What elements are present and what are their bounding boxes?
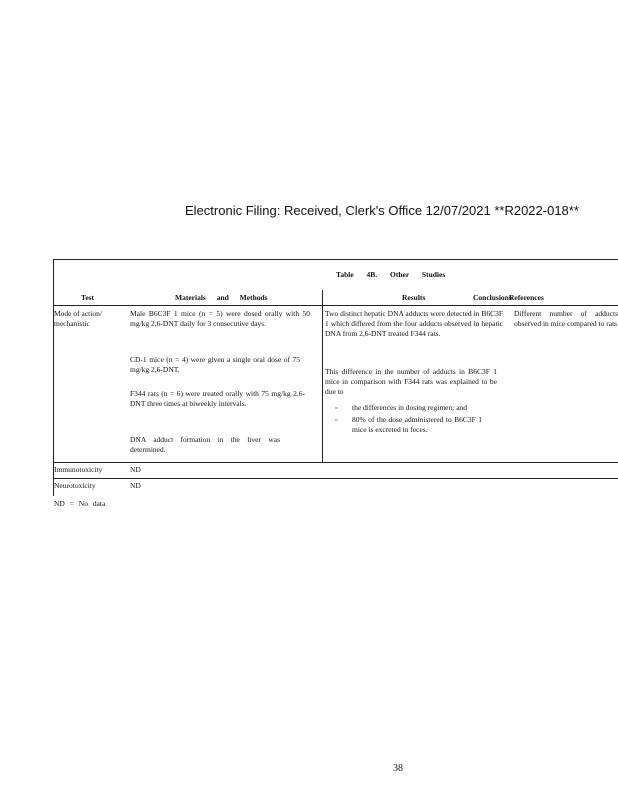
rule-header: [53, 305, 618, 306]
row-test-immuno: Immunotoxicity: [54, 465, 103, 474]
row-test-moa: Mode of action/ mechanistic: [54, 309, 102, 328]
rule-col-divider: [322, 290, 323, 462]
table-footnote: ND = No data: [54, 499, 106, 508]
bullet-icon: ▫: [335, 404, 338, 412]
rule-neuro: [53, 478, 618, 479]
materials-para-3: F344 rats (n = 6) were treated orally with 75 mg/kg 2,6-DNT three times at biweekly intervals.: [130, 389, 305, 408]
col-test: Test: [81, 293, 95, 302]
page-number: 38: [393, 763, 403, 774]
col-references: References: [509, 293, 544, 302]
row-materials-immuno: ND: [130, 465, 141, 474]
bullet-icon: ▫: [335, 416, 338, 424]
col-materials: Materials and Methods: [175, 293, 268, 302]
conclusions-text: Different number of adducts observed in mice compared to rats: [514, 309, 618, 328]
col-results: Results: [402, 293, 426, 302]
results-para-2: This difference in the number of adducts in B6C3F 1 mice in comparison with F344 rats was explained to be due to: [325, 367, 497, 396]
materials-para-2: CD-1 mice (n = 4) were given a single oral dose of 75 mg/kg 2,6-DNT.: [130, 355, 300, 374]
table-title: Table 4B. Other Studies: [336, 270, 446, 279]
results-bullet-1: the differences in dosing regimen; and: [352, 403, 468, 412]
materials-para-1: Male B6C3F 1 mice (n = 5) were dosed orally with 50 mg/kg 2,6-DNT daily for 3 consecutive days.: [130, 309, 310, 328]
row-materials-neuro: ND: [130, 481, 141, 490]
results-bullet-2: 80% of the dose administered to B6C3F 1 mice is excreted in feces.: [352, 415, 482, 434]
filing-header: Electronic Filing: Received, Clerk's Office 12/07/2021 **R2022-018**: [185, 203, 579, 218]
col-conclusions: Conclusions: [473, 293, 512, 302]
other-studies-table: [53, 259, 618, 508]
results-para-1: Two distinct hepatic DNA adducts were detected in B6C3F 1 which differed from the four adducts observed in hepatic DNA from 2,6-DNT treated F344 rats.: [325, 309, 503, 338]
rule-top: [53, 259, 618, 260]
rule-immuno: [53, 462, 618, 463]
materials-para-4: DNA adduct formation in the liver was determined.: [130, 435, 280, 454]
rule-left: [53, 259, 54, 496]
row-test-neuro: Neurotoxicity: [54, 481, 96, 490]
